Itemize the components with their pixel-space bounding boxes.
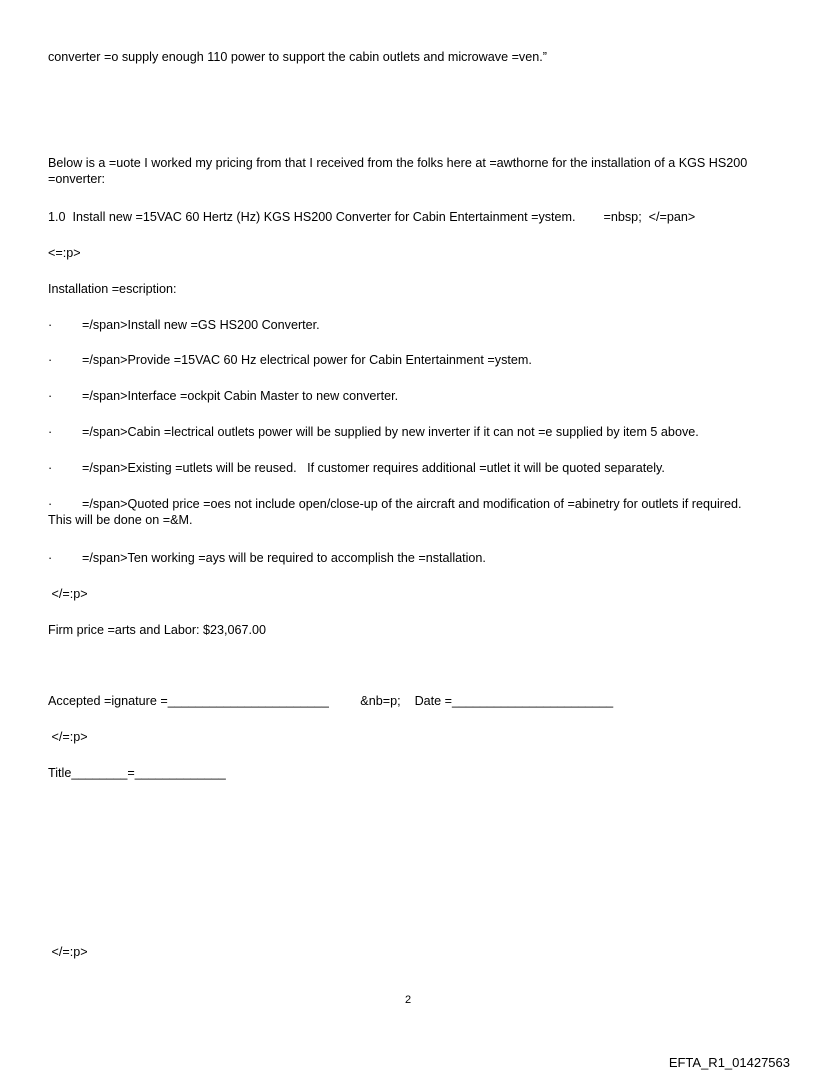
tag-p-line: </=:p>	[48, 587, 88, 601]
bullet-mark: ·	[48, 425, 53, 439]
tag-p-line: </=:p>	[48, 730, 88, 744]
bullet-item: =/span>Ten working =ays will be required to accomplish the =nstallation.	[82, 551, 486, 565]
bullet-item: =/span>Cabin =lectrical outlets power will be supplied by new inverter if it can not =e supplied by item 5 above.	[82, 425, 699, 439]
bullet-mark: ·	[48, 318, 53, 332]
page-number: 2	[404, 994, 412, 1006]
bullet-item: =/span>Quoted price =oes not include open/close-up of the aircraft and modification of =abinetry for outlets if required. This will be done on =&M.	[48, 497, 742, 527]
bullet-mark: ·	[48, 497, 53, 511]
bullet-item: =/span>Install new =GS HS200 Converter.	[82, 318, 320, 332]
bullet-mark: ·	[48, 461, 53, 475]
installation-description-heading: Installation =escription:	[48, 282, 177, 296]
bullet-mark: ·	[48, 389, 53, 403]
document-id-footer: EFTA_R1_01427563	[668, 1055, 790, 1070]
bullet-mark: ·	[48, 353, 53, 367]
title-line: Title________=_____________	[48, 766, 226, 780]
bullet-item: =/span>Existing =utlets will be reused. If customer requires additional =utlet it will be quoted separately.	[82, 461, 665, 475]
bullet-mark: ·	[48, 551, 53, 565]
tag-p-line: <=:p>	[48, 246, 81, 260]
intro-line: converter =o supply enough 110 power to support the cabin outlets and microwave =ven.”	[48, 50, 547, 64]
quote-intro-paragraph: Below is a =uote I worked my pricing from that I received from the folks here at =awthorne for the installation of a KGS HS200 =onverter:	[48, 156, 751, 186]
accepted-signature-line: Accepted =ignature =_______________________ &nb=p; Date =_______________________	[48, 694, 614, 708]
firm-price-line: Firm price =arts and Labor: $23,067.00	[48, 623, 267, 637]
tag-p-line: </=:p>	[48, 945, 88, 959]
bullet-item: =/span>Provide =15VAC 60 Hz electrical power for Cabin Entertainment =ystem.	[82, 353, 532, 367]
bullet-item: =/span>Interface =ockpit Cabin Master to new converter.	[82, 389, 399, 403]
item-1-line: 1.0 Install new =15VAC 60 Hertz (Hz) KGS HS200 Converter for Cabin Entertainment =ystem. =nbsp; </=pan>	[48, 210, 696, 224]
